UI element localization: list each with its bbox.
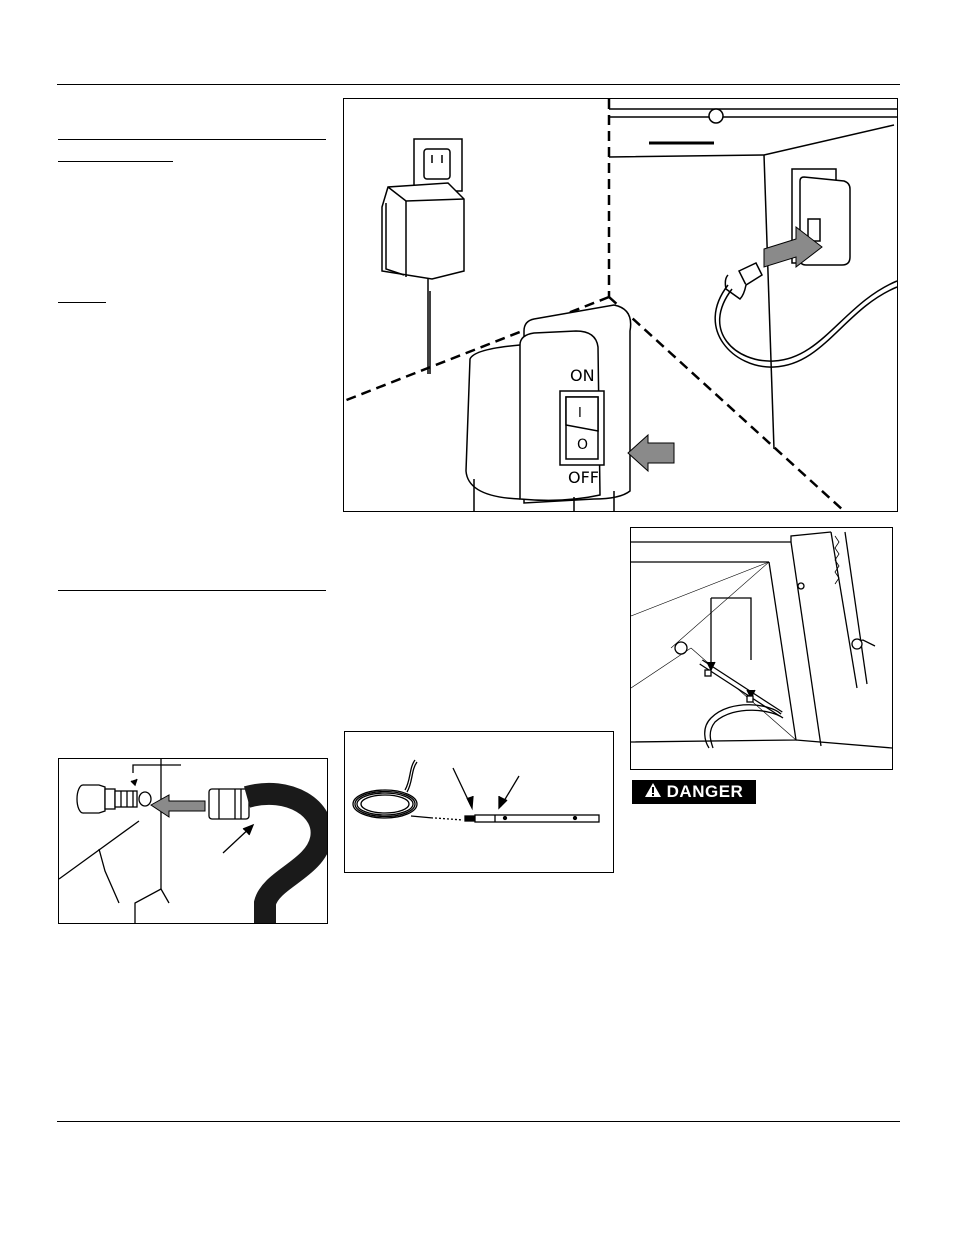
switch-on-symbol: I	[578, 406, 582, 421]
quick-connect-figure	[58, 758, 328, 924]
section-rule-3	[58, 590, 326, 591]
warning-triangle-icon	[645, 782, 661, 802]
section-rule-1b	[58, 161, 173, 162]
section-rule-2	[58, 302, 106, 303]
header-rule	[57, 84, 900, 85]
interior-clip-drawing	[631, 528, 892, 769]
switch-off-label: OFF	[568, 468, 599, 487]
danger-label: DANGER	[666, 782, 744, 801]
quick-connect-drawing	[59, 759, 327, 923]
section-rule-1	[58, 139, 326, 140]
danger-badge	[632, 780, 756, 804]
footer-rule	[57, 1121, 900, 1122]
probe-drawing	[345, 732, 613, 872]
power-connection-figure	[343, 98, 898, 512]
interior-clip-figure	[630, 527, 893, 770]
power-connection-drawing	[344, 99, 897, 511]
switch-off-symbol: O	[577, 437, 589, 453]
switch-on-label: ON	[570, 366, 595, 385]
probe-figure	[344, 731, 614, 873]
